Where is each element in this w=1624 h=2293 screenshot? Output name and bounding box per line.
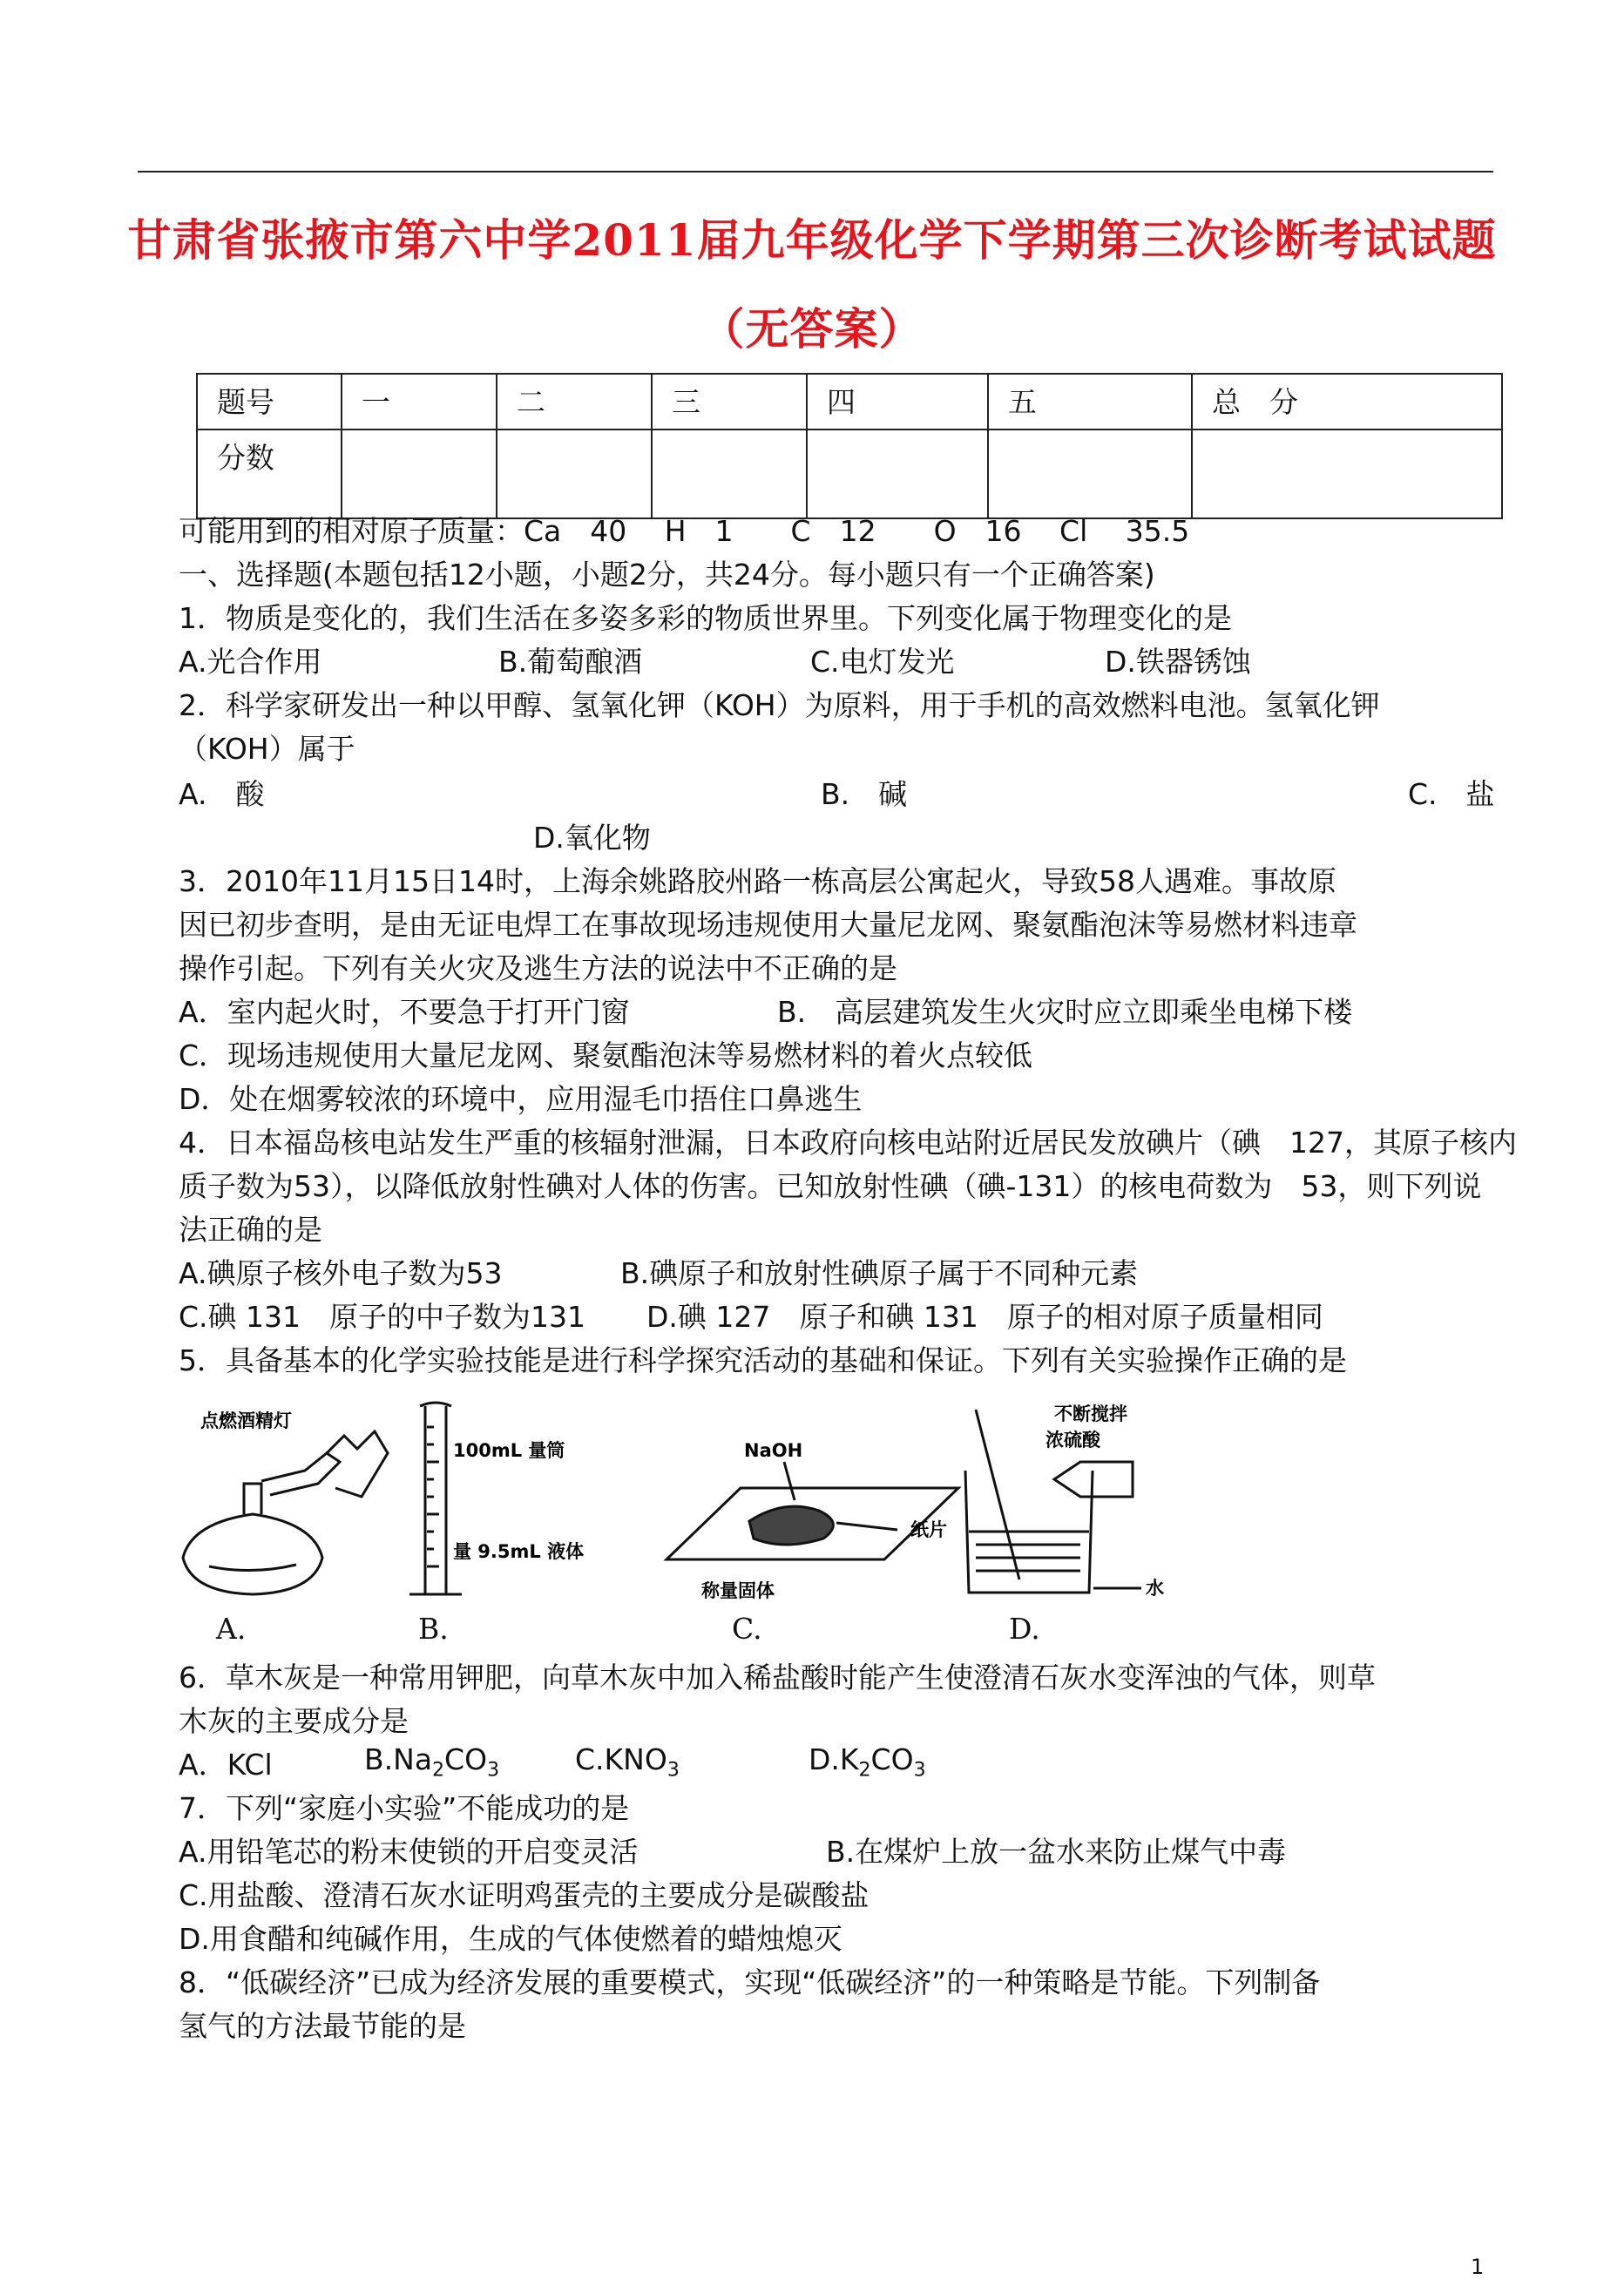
fig-label-lamp: 点燃酒精灯 <box>200 1410 292 1431</box>
q2-option-b: B. 碱 <box>821 777 908 811</box>
q6-option-a: A．KCl <box>179 1748 273 1782</box>
q6-option-c: $C.KNO_3$ <box>575 1742 680 1782</box>
q4-option-a: A.碘原子核外电子数为53 <box>179 1256 503 1290</box>
score-header-cell: 一 <box>342 374 497 430</box>
score-cell[interactable] <box>1192 430 1502 518</box>
q1-option-d: D.铁器锈蚀 <box>1105 645 1251 679</box>
q5-stem: 5．具备基本的化学实验技能是进行科学探究活动的基础和保证。下列有关实验操作正确的是 <box>179 1343 1347 1377</box>
q3-option-a: A．室内起火时，不要急于打开门窗 <box>179 995 630 1029</box>
q4-stem-line3: 法正确的是 <box>179 1213 322 1247</box>
q5-option-d: D. <box>1009 1612 1040 1646</box>
q5-option-b: B. <box>418 1612 449 1646</box>
q4-option-b: B.碘原子和放射性碘原子属于不同种元素 <box>620 1256 1139 1290</box>
section-heading: 一、选择题(本题包括12小题，小题2分，共24分。每小题只有一个正确答案) <box>179 558 1155 592</box>
q4-option-d: D.碘 127 原子和碘 131 原子的相对原子质量相同 <box>646 1300 1323 1334</box>
fig-label-paper: 纸片 <box>910 1519 947 1540</box>
fig-label-cylinder-volume: 量 9.5mL 液体 <box>453 1541 585 1562</box>
score-row-label: 分数 <box>197 430 342 518</box>
q2-stem-line1: 2．科学家研发出一种以甲醇、氢氧化钾（KOH）为原料，用于手机的高效燃料电池。氢氧化钾 <box>179 688 1380 722</box>
document-title: 甘肃省张掖市第六中学2011届九年级化学下学期第三次诊断考试试题 <box>127 214 1497 266</box>
header-rule <box>138 171 1493 172</box>
q2-option-a: A. 酸 <box>179 777 265 811</box>
fig-label-naoh: NaOH <box>744 1440 803 1461</box>
document-subtitle: （无答案） <box>700 303 924 355</box>
q3-stem-line3: 操作引起。下列有关火灾及逃生方法的说法中不正确的是 <box>179 951 897 985</box>
fig-label-acid: 浓硫酸 <box>1045 1430 1100 1451</box>
q7-option-d: D.用食醋和纯碱作用，生成的气体使燃着的蜡烛熄灭 <box>179 1922 842 1956</box>
q1-option-a: A.光合作用 <box>179 645 322 679</box>
q6-option-b: $B.Na_2CO_3$ <box>364 1742 500 1782</box>
q7-option-c: C.用盐酸、澄清石灰水证明鸡蛋壳的主要成分是碳酸盐 <box>179 1878 870 1912</box>
score-table <box>196 373 1503 519</box>
score-table-row <box>197 430 1502 518</box>
alcohol-lamp-drawing <box>183 1431 388 1594</box>
q6-stem-line1: 6．草木灰是一种常用钾肥，向草木灰中加入稀盐酸时能产生使澄清石灰水变浑浊的气体，则草 <box>179 1661 1376 1694</box>
q2-option-c: C. 盐 <box>1408 777 1495 811</box>
q1-option-c: C.电灯发光 <box>810 645 955 679</box>
q3-option-c: C．现场违规使用大量尼龙网、聚氨酯泡沫等易燃材料的着火点较低 <box>179 1038 1033 1072</box>
q7-stem: 7．下列“家庭小实验”不能成功的是 <box>179 1791 630 1825</box>
q4-option-c: C.碘 131 原子的中子数为131 <box>179 1300 585 1334</box>
score-header-cell: 五 <box>988 374 1192 430</box>
balance-paper-drawing <box>667 1462 958 1559</box>
q5-experiment-figure <box>174 1401 1499 1610</box>
score-header-cell: 二 <box>497 374 652 430</box>
score-header-cell: 总 分 <box>1192 374 1502 430</box>
score-cell[interactable] <box>497 430 652 518</box>
score-header-cell: 四 <box>807 374 988 430</box>
score-cell[interactable] <box>988 430 1192 518</box>
q1-option-b: B.葡萄酿酒 <box>498 645 643 679</box>
q3-option-b: B. 高层建筑发生火灾时应立即乘坐电梯下楼 <box>777 995 1353 1029</box>
score-cell[interactable] <box>652 430 807 518</box>
q3-stem-line2: 因已初步查明，是由无证电焊工在事故现场违规使用大量尼龙网、聚氨酯泡沫等易燃材料违章 <box>179 908 1357 942</box>
fig-label-stir: 不断搅拌 <box>1054 1404 1127 1424</box>
q7-option-a: A.用铅笔芯的粉末使锁的开启变灵活 <box>179 1835 639 1869</box>
atomic-masses: 可能用到的相对原子质量：Ca 40 H 1 C 12 O 16 Cl 35.5 <box>179 514 1190 548</box>
q1-stem: 1．物质是变化的，我们生活在多姿多彩的物质世界里。下列变化属于物理变化的是 <box>179 601 1232 635</box>
fig-label-water: 水 <box>1146 1578 1164 1599</box>
q7-option-b: B.在煤炉上放一盆水来防止煤气中毒 <box>826 1835 1287 1869</box>
q2-stem-line2: （KOH）属于 <box>179 732 355 766</box>
q8-stem-line2: 氢气的方法最节能的是 <box>179 2009 466 2043</box>
score-header-cell: 三 <box>652 374 807 430</box>
q6-stem-line2: 木灰的主要成分是 <box>179 1704 409 1738</box>
score-header-cell: 题号 <box>197 374 342 430</box>
fig-label-cylinder: 100mL 量筒 <box>453 1440 565 1461</box>
q3-option-d: D．处在烟雾较浓的环境中，应用湿毛巾捂住口鼻逃生 <box>179 1082 863 1116</box>
q4-stem-line1: 4．日本福岛核电站发生严重的核辐射泄漏，日本政府向核电站附近居民发放碘片（碘 127，其原子核内 <box>179 1126 1517 1160</box>
score-cell[interactable] <box>342 430 497 518</box>
q2-option-d: D.氧化物 <box>533 821 651 855</box>
q5-option-c: C. <box>732 1612 762 1646</box>
q5-option-a: A. <box>216 1612 247 1646</box>
score-table-header-row <box>197 374 1502 430</box>
q8-stem-line1: 8．“低碳经济”已成为经济发展的重要模式，实现“低碳经济”的一种策略是节能。下列制备 <box>179 1965 1321 1999</box>
q3-stem-line1: 3．2010年11月15日14时，上海余姚路胶州路一栋高层公寓起火，导致58人遇难。事故原 <box>179 864 1336 898</box>
q4-stem-line2: 质子数为53），以降低放射性碘对人体的伤害。已知放射性碘（碘-131）的核电荷数为 53，则下列说 <box>179 1169 1482 1203</box>
page-number: 1 <box>1471 2255 1485 2279</box>
measuring-cylinder-drawing <box>409 1403 462 1594</box>
q6-option-d: $D.K_2CO_3$ <box>809 1742 926 1782</box>
fig-label-weigh: 称量固体 <box>701 1580 775 1601</box>
score-cell[interactable] <box>807 430 988 518</box>
